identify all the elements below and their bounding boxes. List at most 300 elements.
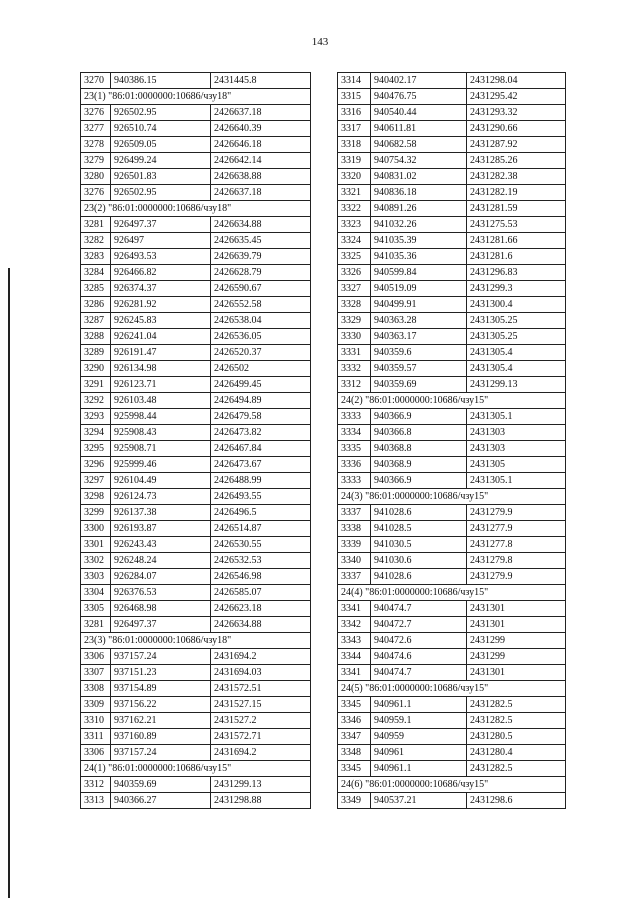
y-coordinate: 2426502 xyxy=(211,361,311,377)
section-header: 23(1) "86:01:0000000:10686/чзу18" xyxy=(81,89,311,105)
point-number: 3319 xyxy=(338,153,371,169)
table-row xyxy=(338,457,566,473)
x-coordinate: 937154.89 xyxy=(111,681,211,697)
table-row xyxy=(338,473,566,489)
point-number: 3331 xyxy=(338,345,371,361)
table-row xyxy=(81,297,311,313)
y-coordinate: 2431299 xyxy=(467,633,566,649)
table-row xyxy=(338,537,566,553)
point-number: 3312 xyxy=(81,777,111,793)
y-coordinate: 2431280.4 xyxy=(467,745,566,761)
y-coordinate: 2426635.45 xyxy=(211,233,311,249)
x-coordinate: 926248.24 xyxy=(111,553,211,569)
point-number: 3322 xyxy=(338,201,371,217)
point-number: 3310 xyxy=(81,713,111,729)
table-row xyxy=(338,345,566,361)
y-coordinate: 2426637.18 xyxy=(211,105,311,121)
y-coordinate: 2431305.25 xyxy=(467,329,566,345)
table-row xyxy=(81,729,311,745)
table-body-right xyxy=(338,73,566,809)
section-header-row xyxy=(81,201,311,217)
y-coordinate: 2431527.15 xyxy=(211,697,311,713)
point-number: 3288 xyxy=(81,329,111,345)
x-coordinate: 940363.28 xyxy=(371,313,467,329)
x-coordinate: 940836.18 xyxy=(371,185,467,201)
table-row xyxy=(81,745,311,761)
table-row xyxy=(81,441,311,457)
y-coordinate: 2431303 xyxy=(467,425,566,441)
y-coordinate: 2426488.99 xyxy=(211,473,311,489)
table-row xyxy=(338,521,566,537)
table-row xyxy=(81,329,311,345)
point-number: 3346 xyxy=(338,713,371,729)
x-coordinate: 926284.07 xyxy=(111,569,211,585)
y-coordinate: 2426638.88 xyxy=(211,169,311,185)
y-coordinate: 2431694.2 xyxy=(211,649,311,665)
section-header: 23(2) "86:01:0000000:10686/чзу18" xyxy=(81,201,311,217)
point-number: 3302 xyxy=(81,553,111,569)
point-number: 3347 xyxy=(338,729,371,745)
x-coordinate: 937157.24 xyxy=(111,649,211,665)
table-row xyxy=(81,617,311,633)
table-row xyxy=(81,281,311,297)
x-coordinate: 926499.24 xyxy=(111,153,211,169)
table-row xyxy=(338,729,566,745)
y-coordinate: 2431279.9 xyxy=(467,505,566,521)
point-number: 3340 xyxy=(338,553,371,569)
y-coordinate: 2426479.58 xyxy=(211,409,311,425)
table-row xyxy=(81,105,311,121)
y-coordinate: 2426473.67 xyxy=(211,457,311,473)
point-number: 3286 xyxy=(81,297,111,313)
table-row xyxy=(338,553,566,569)
table-row xyxy=(81,425,311,441)
x-coordinate: 926497.37 xyxy=(111,617,211,633)
table-row xyxy=(81,553,311,569)
table-row xyxy=(81,713,311,729)
x-coordinate: 940359.57 xyxy=(371,361,467,377)
table-body-left xyxy=(81,73,311,809)
x-coordinate: 925908.43 xyxy=(111,425,211,441)
x-coordinate: 940961 xyxy=(371,745,467,761)
y-coordinate: 2431298.6 xyxy=(467,793,566,809)
point-number: 3333 xyxy=(338,409,371,425)
x-coordinate: 940754.32 xyxy=(371,153,467,169)
table-row xyxy=(81,681,311,697)
table-row xyxy=(81,393,311,409)
x-coordinate: 937156.22 xyxy=(111,697,211,713)
point-number: 3281 xyxy=(81,217,111,233)
point-number: 3323 xyxy=(338,217,371,233)
table-row xyxy=(81,73,311,89)
y-coordinate: 2431445.8 xyxy=(211,73,311,89)
table-row xyxy=(338,185,566,201)
table-row xyxy=(338,697,566,713)
x-coordinate: 941035.36 xyxy=(371,249,467,265)
point-number: 3329 xyxy=(338,313,371,329)
y-coordinate: 2431305.1 xyxy=(467,473,566,489)
point-number: 3312 xyxy=(338,377,371,393)
point-number: 3341 xyxy=(338,665,371,681)
y-coordinate: 2426646.18 xyxy=(211,137,311,153)
table-row xyxy=(81,585,311,601)
y-coordinate: 2431279.8 xyxy=(467,553,566,569)
x-coordinate: 940537.21 xyxy=(371,793,467,809)
section-header: 24(2) "86:01:0000000:10686/чзу15" xyxy=(338,393,566,409)
table-row xyxy=(338,233,566,249)
y-coordinate: 2426623.18 xyxy=(211,601,311,617)
x-coordinate: 926134.98 xyxy=(111,361,211,377)
table-row xyxy=(338,121,566,137)
y-coordinate: 2431282.5 xyxy=(467,697,566,713)
y-coordinate: 2426499.45 xyxy=(211,377,311,393)
y-coordinate: 2426628.79 xyxy=(211,265,311,281)
point-number: 3334 xyxy=(338,425,371,441)
x-coordinate: 940959.1 xyxy=(371,713,467,729)
x-coordinate: 937160.89 xyxy=(111,729,211,745)
point-number: 3328 xyxy=(338,297,371,313)
table-row xyxy=(81,361,311,377)
y-coordinate: 2426585.07 xyxy=(211,585,311,601)
x-coordinate: 940366.8 xyxy=(371,425,467,441)
section-header-row xyxy=(338,393,566,409)
point-number: 3344 xyxy=(338,649,371,665)
point-number: 3343 xyxy=(338,633,371,649)
table-row xyxy=(338,137,566,153)
y-coordinate: 2431295.42 xyxy=(467,89,566,105)
table-row xyxy=(338,89,566,105)
y-coordinate: 2431572.71 xyxy=(211,729,311,745)
table-row xyxy=(81,233,311,249)
x-coordinate: 926241.04 xyxy=(111,329,211,345)
table-row xyxy=(81,665,311,681)
point-number: 3336 xyxy=(338,457,371,473)
point-number: 3294 xyxy=(81,425,111,441)
point-number: 3315 xyxy=(338,89,371,105)
point-number: 3300 xyxy=(81,521,111,537)
point-number: 3270 xyxy=(81,73,111,89)
point-number: 3303 xyxy=(81,569,111,585)
point-number: 3317 xyxy=(338,121,371,137)
point-number: 3298 xyxy=(81,489,111,505)
section-header: 24(5) "86:01:0000000:10686/чзу15" xyxy=(338,681,566,697)
x-coordinate: 926510.74 xyxy=(111,121,211,137)
point-number: 3326 xyxy=(338,265,371,281)
point-number: 3305 xyxy=(81,601,111,617)
x-coordinate: 937162.21 xyxy=(111,713,211,729)
y-coordinate: 2426496.5 xyxy=(211,505,311,521)
point-number: 3285 xyxy=(81,281,111,297)
x-coordinate: 941032.26 xyxy=(371,217,467,233)
point-number: 3306 xyxy=(81,649,111,665)
x-coordinate: 940540.44 xyxy=(371,105,467,121)
section-header-row xyxy=(338,777,566,793)
table-row xyxy=(338,569,566,585)
point-number: 3306 xyxy=(81,745,111,761)
x-coordinate: 941028.6 xyxy=(371,569,467,585)
table-row xyxy=(81,121,311,137)
point-number: 3308 xyxy=(81,681,111,697)
x-coordinate: 926493.53 xyxy=(111,249,211,265)
x-coordinate: 940611.81 xyxy=(371,121,467,137)
table-row xyxy=(338,633,566,649)
y-coordinate: 2431572.51 xyxy=(211,681,311,697)
table-row xyxy=(338,441,566,457)
y-coordinate: 2431527.2 xyxy=(211,713,311,729)
point-number: 3309 xyxy=(81,697,111,713)
point-number: 3287 xyxy=(81,313,111,329)
table-row xyxy=(81,569,311,585)
point-number: 3348 xyxy=(338,745,371,761)
section-header: 24(1) "86:01:0000000:10686/чзу15" xyxy=(81,761,311,777)
y-coordinate: 2431281.66 xyxy=(467,233,566,249)
point-number: 3296 xyxy=(81,457,111,473)
table-row xyxy=(81,153,311,169)
y-coordinate: 2431300.4 xyxy=(467,297,566,313)
y-coordinate: 2431282.19 xyxy=(467,185,566,201)
table-row xyxy=(338,281,566,297)
x-coordinate: 926281.92 xyxy=(111,297,211,313)
x-coordinate: 926466.82 xyxy=(111,265,211,281)
x-coordinate: 941028.6 xyxy=(371,505,467,521)
point-number: 3283 xyxy=(81,249,111,265)
x-coordinate: 940474.6 xyxy=(371,649,467,665)
y-coordinate: 2431303 xyxy=(467,441,566,457)
section-header: 23(3) "86:01:0000000:10686/чзу18" xyxy=(81,633,311,649)
y-coordinate: 2431277.8 xyxy=(467,537,566,553)
x-coordinate: 940386.15 xyxy=(111,73,211,89)
point-number: 3333 xyxy=(338,473,371,489)
table-row xyxy=(338,425,566,441)
y-coordinate: 2431290.66 xyxy=(467,121,566,137)
x-coordinate: 940474.7 xyxy=(371,665,467,681)
point-number: 3341 xyxy=(338,601,371,617)
y-coordinate: 2426639.79 xyxy=(211,249,311,265)
table-row xyxy=(338,313,566,329)
x-coordinate: 940961.1 xyxy=(371,697,467,713)
y-coordinate: 2426536.05 xyxy=(211,329,311,345)
point-number: 3277 xyxy=(81,121,111,137)
x-coordinate: 926191.47 xyxy=(111,345,211,361)
table-row xyxy=(338,793,566,809)
x-coordinate: 941030.5 xyxy=(371,537,467,553)
point-number: 3291 xyxy=(81,377,111,393)
x-coordinate: 926243.43 xyxy=(111,537,211,553)
x-coordinate: 940368.8 xyxy=(371,441,467,457)
x-coordinate: 926374.37 xyxy=(111,281,211,297)
section-header-row xyxy=(81,761,311,777)
point-number: 3316 xyxy=(338,105,371,121)
table-row xyxy=(338,665,566,681)
x-coordinate: 941035.39 xyxy=(371,233,467,249)
point-number: 3301 xyxy=(81,537,111,553)
x-coordinate: 940368.9 xyxy=(371,457,467,473)
y-coordinate: 2431285.26 xyxy=(467,153,566,169)
y-coordinate: 2426552.58 xyxy=(211,297,311,313)
point-number: 3330 xyxy=(338,329,371,345)
point-number: 3295 xyxy=(81,441,111,457)
table-row xyxy=(338,105,566,121)
y-coordinate: 2426538.04 xyxy=(211,313,311,329)
y-coordinate: 2431694.03 xyxy=(211,665,311,681)
table-row xyxy=(338,377,566,393)
y-coordinate: 2431282.38 xyxy=(467,169,566,185)
y-coordinate: 2431301 xyxy=(467,601,566,617)
table-row xyxy=(81,697,311,713)
x-coordinate: 926497.37 xyxy=(111,217,211,233)
point-number: 3282 xyxy=(81,233,111,249)
point-number: 3278 xyxy=(81,137,111,153)
x-coordinate: 940359.6 xyxy=(371,345,467,361)
point-number: 3339 xyxy=(338,537,371,553)
table-row xyxy=(81,137,311,153)
x-coordinate: 940959 xyxy=(371,729,467,745)
point-number: 3337 xyxy=(338,505,371,521)
y-coordinate: 2431301 xyxy=(467,617,566,633)
table-row xyxy=(338,617,566,633)
y-coordinate: 2426530.55 xyxy=(211,537,311,553)
point-number: 3313 xyxy=(81,793,111,809)
table-row xyxy=(338,601,566,617)
table-row xyxy=(81,185,311,201)
point-number: 3324 xyxy=(338,233,371,249)
table-row xyxy=(81,409,311,425)
y-coordinate: 2431277.9 xyxy=(467,521,566,537)
margin-bar xyxy=(8,268,10,898)
x-coordinate: 926501.83 xyxy=(111,169,211,185)
x-coordinate: 940519.09 xyxy=(371,281,467,297)
point-number: 3335 xyxy=(338,441,371,457)
x-coordinate: 926137.38 xyxy=(111,505,211,521)
y-coordinate: 2431282.5 xyxy=(467,713,566,729)
x-coordinate: 926245.83 xyxy=(111,313,211,329)
table-row xyxy=(81,521,311,537)
x-coordinate: 925999.46 xyxy=(111,457,211,473)
x-coordinate: 940599.84 xyxy=(371,265,467,281)
point-number: 3337 xyxy=(338,569,371,585)
x-coordinate: 937151.23 xyxy=(111,665,211,681)
table-row xyxy=(81,537,311,553)
point-number: 3321 xyxy=(338,185,371,201)
table-row xyxy=(338,201,566,217)
x-coordinate: 940961.1 xyxy=(371,761,467,777)
point-number: 3314 xyxy=(338,73,371,89)
y-coordinate: 2431299.3 xyxy=(467,281,566,297)
x-coordinate: 941030.6 xyxy=(371,553,467,569)
table-row xyxy=(81,377,311,393)
point-number: 3345 xyxy=(338,761,371,777)
point-number: 3297 xyxy=(81,473,111,489)
x-coordinate: 940402.17 xyxy=(371,73,467,89)
table-row xyxy=(338,361,566,377)
table-row xyxy=(338,153,566,169)
section-header: 24(4) "86:01:0000000:10686/чзу15" xyxy=(338,585,566,601)
point-number: 3345 xyxy=(338,697,371,713)
point-number: 3290 xyxy=(81,361,111,377)
point-number: 3342 xyxy=(338,617,371,633)
y-coordinate: 2431275.53 xyxy=(467,217,566,233)
y-coordinate: 2431287.92 xyxy=(467,137,566,153)
y-coordinate: 2426514.87 xyxy=(211,521,311,537)
x-coordinate: 926193.87 xyxy=(111,521,211,537)
y-coordinate: 2431299.13 xyxy=(467,377,566,393)
x-coordinate: 926509.05 xyxy=(111,137,211,153)
x-coordinate: 925908.71 xyxy=(111,441,211,457)
y-coordinate: 2431305.1 xyxy=(467,409,566,425)
section-header-row xyxy=(338,585,566,601)
y-coordinate: 2431296.83 xyxy=(467,265,566,281)
table-row xyxy=(81,601,311,617)
y-coordinate: 2431281.59 xyxy=(467,201,566,217)
x-coordinate: 940359.69 xyxy=(111,777,211,793)
x-coordinate: 926502.95 xyxy=(111,105,211,121)
x-coordinate: 926104.49 xyxy=(111,473,211,489)
table-row xyxy=(338,745,566,761)
y-coordinate: 2431299.13 xyxy=(211,777,311,793)
y-coordinate: 2426637.18 xyxy=(211,185,311,201)
table-row xyxy=(338,265,566,281)
y-coordinate: 2431305.4 xyxy=(467,361,566,377)
y-coordinate: 2431280.5 xyxy=(467,729,566,745)
x-coordinate: 940472.6 xyxy=(371,633,467,649)
y-coordinate: 2426642.14 xyxy=(211,153,311,169)
point-number: 3289 xyxy=(81,345,111,361)
table-row xyxy=(338,409,566,425)
y-coordinate: 2431305 xyxy=(467,457,566,473)
x-coordinate: 940366.9 xyxy=(371,409,467,425)
y-coordinate: 2431301 xyxy=(467,665,566,681)
point-number: 3325 xyxy=(338,249,371,265)
point-number: 3280 xyxy=(81,169,111,185)
x-coordinate: 937157.24 xyxy=(111,745,211,761)
x-coordinate: 926497 xyxy=(111,233,211,249)
x-coordinate: 940366.27 xyxy=(111,793,211,809)
point-number: 3293 xyxy=(81,409,111,425)
table-row xyxy=(81,249,311,265)
point-number: 3281 xyxy=(81,617,111,633)
point-number: 3332 xyxy=(338,361,371,377)
point-number: 3338 xyxy=(338,521,371,537)
table-row xyxy=(338,761,566,777)
table-row xyxy=(338,297,566,313)
table-row xyxy=(81,169,311,185)
y-coordinate: 2426634.88 xyxy=(211,617,311,633)
y-coordinate: 2426493.55 xyxy=(211,489,311,505)
y-coordinate: 2426634.88 xyxy=(211,217,311,233)
table-row xyxy=(81,793,311,809)
y-coordinate: 2426494.89 xyxy=(211,393,311,409)
coordinates-table-right xyxy=(337,72,566,809)
page-number: 143 xyxy=(311,36,329,48)
table-row xyxy=(338,249,566,265)
table-row xyxy=(81,505,311,521)
table-row xyxy=(81,265,311,281)
x-coordinate: 940476.75 xyxy=(371,89,467,105)
table-row xyxy=(338,649,566,665)
table-row xyxy=(338,169,566,185)
table-row xyxy=(81,345,311,361)
section-header-row xyxy=(81,633,311,649)
table-row xyxy=(338,217,566,233)
y-coordinate: 2426467.84 xyxy=(211,441,311,457)
y-coordinate: 2431694.2 xyxy=(211,745,311,761)
table-row xyxy=(81,217,311,233)
y-coordinate: 2431299 xyxy=(467,649,566,665)
coordinates-table-left xyxy=(80,72,311,809)
y-coordinate: 2426473.82 xyxy=(211,425,311,441)
point-number: 3276 xyxy=(81,105,111,121)
y-coordinate: 2426532.53 xyxy=(211,553,311,569)
